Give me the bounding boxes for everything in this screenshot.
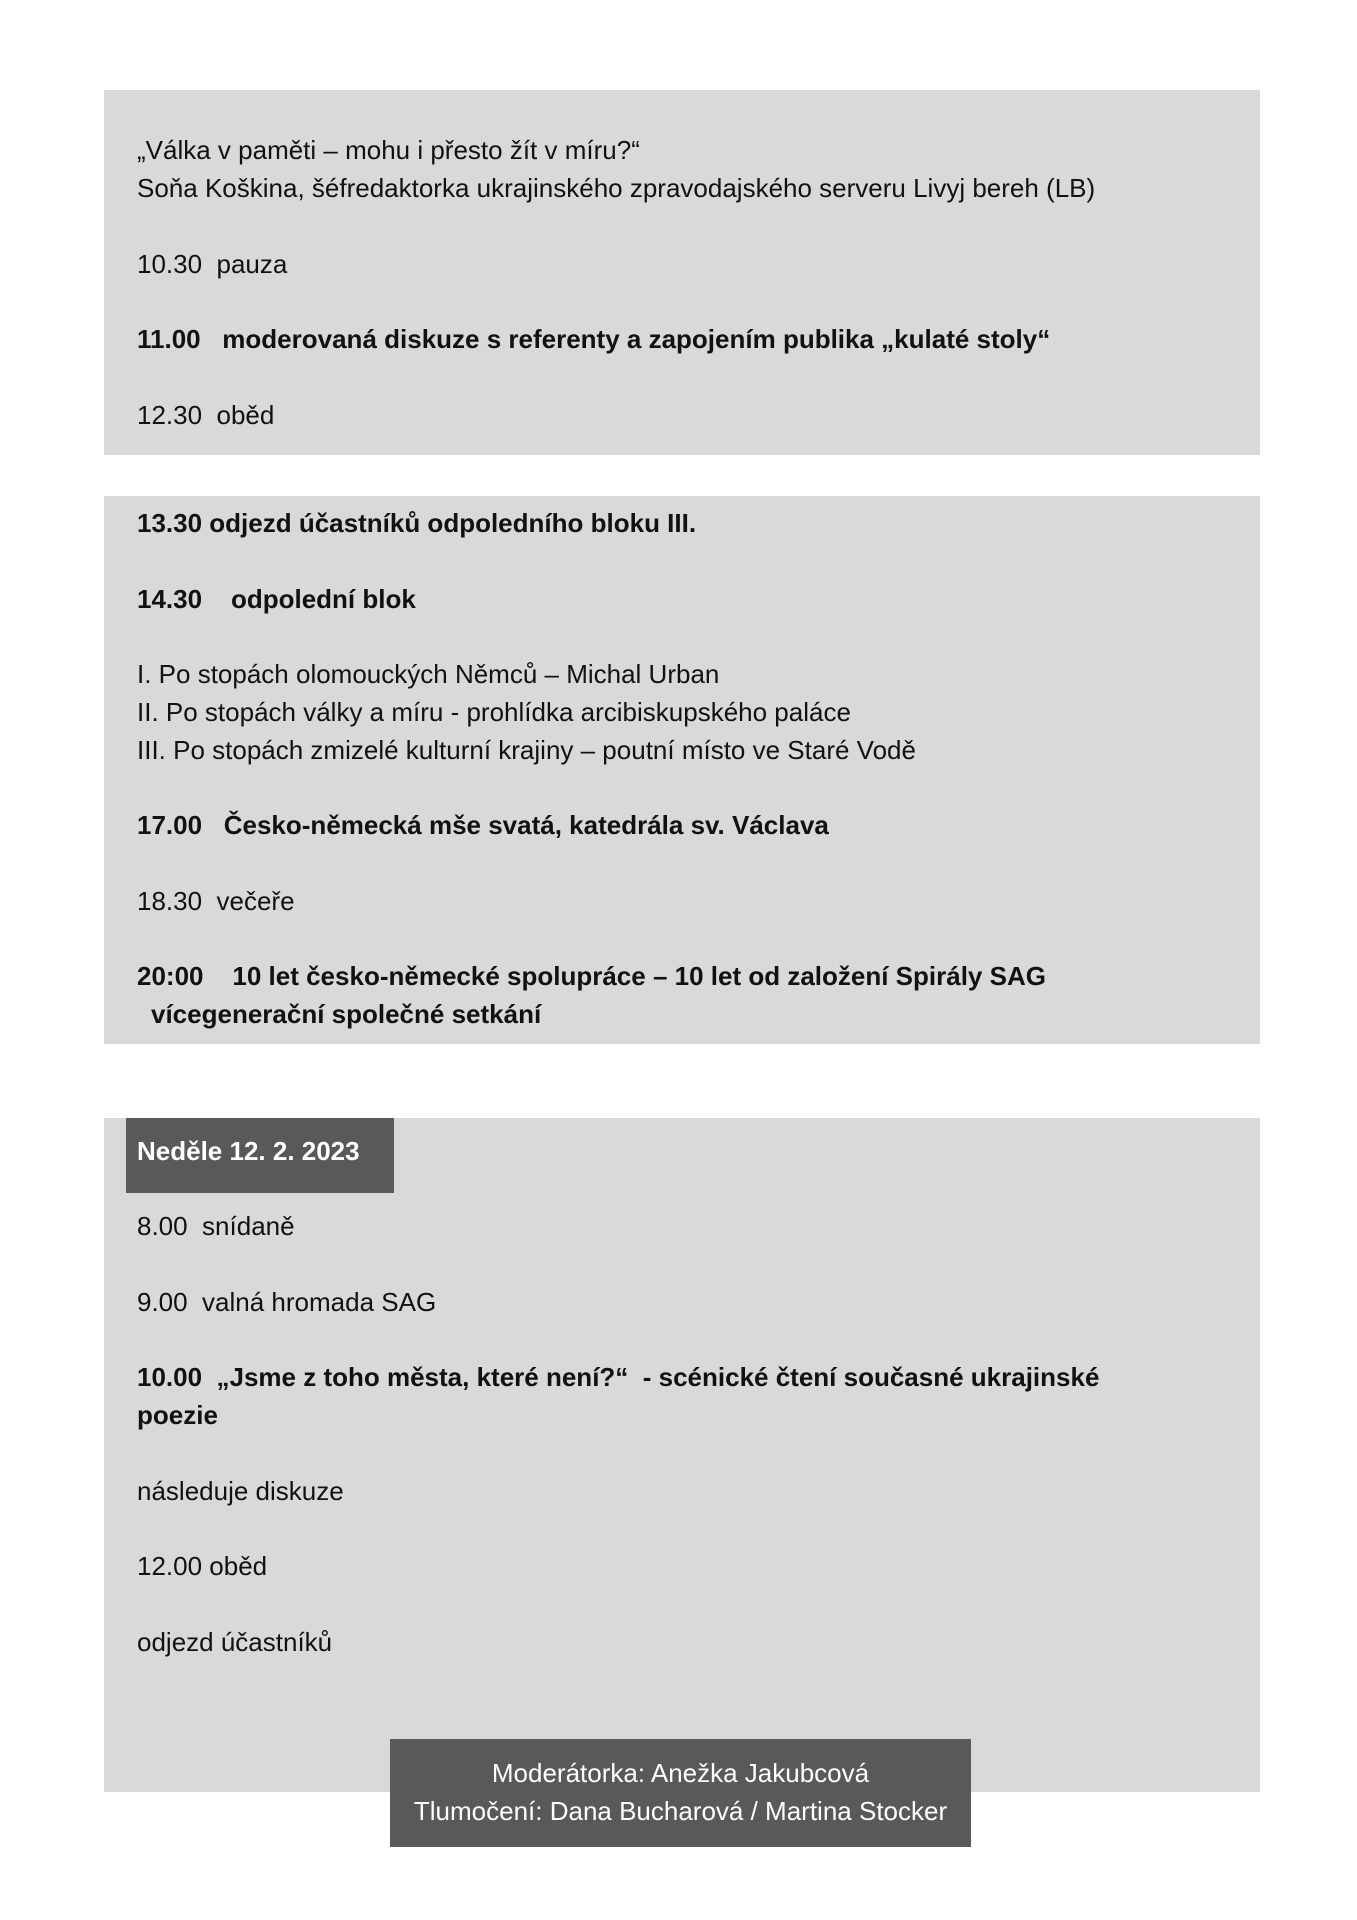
tour-item: III. Po stopách zmizelé kulturní krajiny – poutní místo ve Staré Vodě bbox=[137, 735, 916, 765]
sunday-lunch-item: 12.00 oběd bbox=[137, 1551, 268, 1581]
interpreters-credit: Tlumočení: Dana Bucharová / Martina Stocker bbox=[413, 1796, 948, 1826]
anniversary-item-subtitle: vícegenerační společné setkání bbox=[151, 999, 542, 1029]
lunch-item: 12.30 oběd bbox=[137, 400, 275, 430]
discussion-follows-item: následuje diskuze bbox=[137, 1476, 344, 1506]
departure-item: 13.30 odjezd účastníků odpoledního bloku III. bbox=[137, 508, 697, 538]
tour-item: II. Po stopách války a míru - prohlídka arcibiskupského paláce bbox=[137, 697, 851, 727]
mass-item: 17.00 Česko-německá mše svatá, katedrála sv. Václava bbox=[137, 810, 829, 840]
day-heading: Neděle 12. 2. 2023 bbox=[126, 1118, 394, 1193]
reading-item-continued: poezie bbox=[137, 1400, 218, 1430]
moderator-credit: Moderátorka: Anežka Jakubcová bbox=[491, 1758, 870, 1788]
sunday-departure-item: odjezd účastníků bbox=[137, 1627, 333, 1657]
reading-item: 10.00 „Jsme z toho města, které není?“ - scénické čtení současné ukrajinské bbox=[137, 1362, 1100, 1392]
assembly-item: 9.00 valná hromada SAG bbox=[137, 1287, 437, 1317]
lecture-speaker: Soňa Koškina, šéfredaktorka ukrajinského zpravodajského serveru Livyj bereh (LB) bbox=[137, 173, 1096, 203]
dinner-item: 18.30 večeře bbox=[137, 886, 295, 916]
breakfast-item: 8.00 snídaně bbox=[137, 1211, 295, 1241]
afternoon-block-item: 14.30 odpolední blok bbox=[137, 584, 416, 614]
tour-item: I. Po stopách olomouckých Němců – Michal Urban bbox=[137, 659, 720, 689]
discussion-item: 11.00 moderovaná diskuze s referenty a zapojením publika „kulaté stoly“ bbox=[137, 324, 1051, 354]
credits-box bbox=[390, 1739, 971, 1847]
lecture-title: „Válka v paměti – mohu i přesto žít v míru?“ bbox=[137, 135, 640, 165]
pause-item: 10.30 pauza bbox=[137, 249, 288, 279]
anniversary-item: 20:00 10 let česko-německé spolupráce – 10 let od založení Spirály SAG bbox=[137, 961, 1046, 991]
